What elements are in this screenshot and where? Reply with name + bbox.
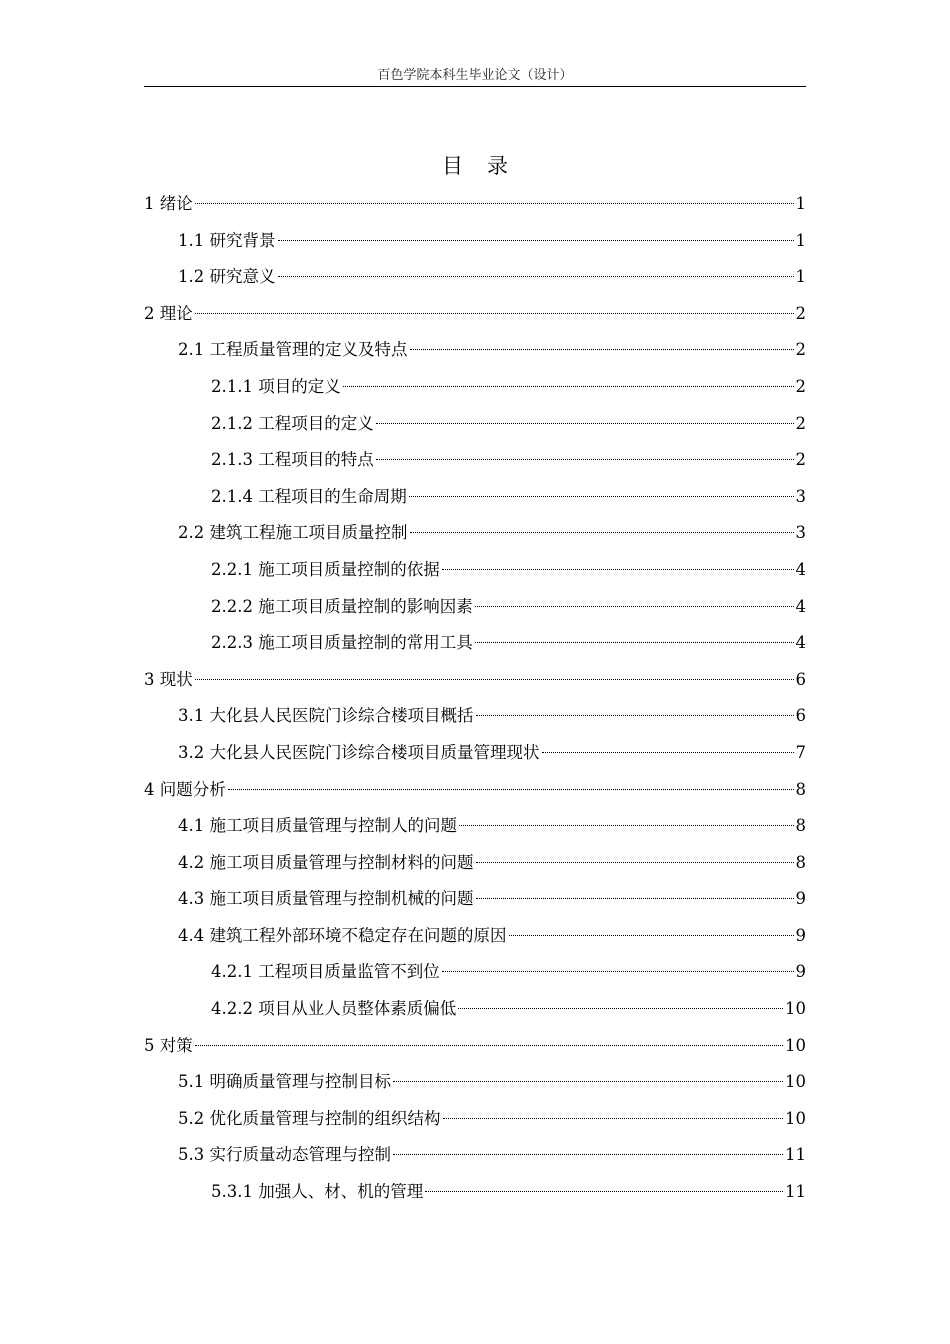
toc-entry-title: 2.1.3 工程项目的特点 (211, 450, 374, 470)
toc-entry-page-number: 7 (795, 742, 806, 762)
toc-entry-page-number: 8 (795, 779, 806, 799)
toc-entry-title: 2.1.2 工程项目的定义 (211, 413, 374, 433)
toc-entry-page-number: 11 (785, 1182, 806, 1202)
toc-entry-page-number: 2 (795, 303, 806, 323)
toc-leader-dots (376, 459, 794, 460)
toc-entry[interactable] (144, 845, 806, 882)
toc-leader-dots (458, 1008, 783, 1009)
toc-entry[interactable] (144, 589, 806, 626)
toc-entry-page-number: 4 (795, 559, 806, 579)
toc-entry-page-number: 8 (795, 816, 806, 836)
toc-entry-title: 4.4 建筑工程外部环境不稳定存在问题的原因 (178, 925, 507, 945)
toc-leader-dots (476, 898, 794, 899)
toc-entry[interactable] (144, 369, 806, 406)
toc-entry-page-number: 11 (785, 1145, 806, 1165)
toc-entry-page-number: 9 (795, 962, 806, 982)
toc-leader-dots (410, 349, 794, 350)
toc-entry[interactable] (144, 406, 806, 443)
page-header (144, 64, 806, 87)
toc-entry[interactable] (144, 296, 806, 333)
toc-leader-dots (195, 679, 794, 680)
toc-leader-dots (476, 862, 794, 863)
toc-leader-dots (228, 789, 794, 790)
toc-entry-title: 1.2 研究意义 (178, 267, 276, 287)
toc-entry[interactable] (144, 881, 806, 918)
toc-entry-title: 5.1 明确质量管理与控制目标 (178, 1072, 391, 1092)
toc-entry-title: 4.2.1 工程项目质量监管不到位 (211, 962, 440, 982)
toc-leader-dots (410, 532, 794, 533)
toc-entry[interactable] (144, 954, 806, 991)
toc-entry-title: 1.1 研究背景 (178, 230, 276, 250)
toc-leader-dots (409, 496, 794, 497)
toc-entry-page-number: 3 (795, 523, 806, 543)
toc-entry[interactable] (144, 808, 806, 845)
toc-entry-title: 4 问题分析 (144, 779, 226, 799)
toc-entry[interactable] (144, 625, 806, 662)
toc-leader-dots (278, 276, 794, 277)
toc-entry-page-number: 1 (795, 267, 806, 287)
toc-entry[interactable] (144, 186, 806, 223)
toc-entry[interactable] (144, 1028, 806, 1065)
toc-entry-page-number: 9 (795, 889, 806, 909)
toc-entry-title: 5 对策 (144, 1035, 193, 1055)
toc-leader-dots (393, 1081, 783, 1082)
toc-entry-page-number: 3 (795, 486, 806, 506)
toc-entry-page-number: 2 (795, 340, 806, 360)
toc-entry-page-number: 2 (795, 450, 806, 470)
toc-entry-title: 5.3.1 加强人、材、机的管理 (211, 1182, 424, 1202)
toc-leader-dots (376, 423, 794, 424)
toc-entry-page-number: 1 (795, 194, 806, 213)
toc-entry-title: 2.1.1 项目的定义 (211, 376, 341, 396)
toc-leader-dots (195, 203, 794, 204)
toc-leader-dots (443, 1118, 784, 1119)
toc-entry-title: 1 绪论 (144, 194, 193, 213)
toc-leader-dots (459, 825, 794, 826)
toc-leader-dots (442, 971, 794, 972)
toc-entry[interactable] (144, 1101, 806, 1138)
toc-leader-dots (195, 313, 794, 314)
toc-leader-dots (542, 752, 794, 753)
table-of-contents (144, 186, 806, 1211)
toc-entry-title: 2.2 建筑工程施工项目质量控制 (178, 523, 408, 543)
toc-title: 目录 (442, 154, 532, 178)
toc-entry[interactable] (144, 1137, 806, 1174)
toc-entry[interactable] (144, 918, 806, 955)
toc-entry-title: 3.1 大化县人民医院门诊综合楼项目概括 (178, 706, 474, 726)
toc-entry-title: 5.3 实行质量动态管理与控制 (178, 1145, 391, 1165)
toc-entry[interactable] (144, 552, 806, 589)
toc-entry-title: 3.2 大化县人民医院门诊综合楼项目质量管理现状 (178, 742, 540, 762)
toc-entry[interactable] (144, 1064, 806, 1101)
toc-leader-dots (475, 606, 794, 607)
toc-entry-page-number: 2 (795, 376, 806, 396)
toc-entry[interactable] (144, 662, 806, 699)
toc-entry[interactable] (144, 515, 806, 552)
toc-leader-dots (442, 569, 794, 570)
toc-entry-page-number: 4 (795, 596, 806, 616)
toc-entry-page-number: 10 (785, 1072, 806, 1092)
toc-entry[interactable] (144, 735, 806, 772)
toc-entry-title: 4.2.2 项目从业人员整体素质偏低 (211, 999, 457, 1019)
toc-leader-dots (476, 715, 794, 716)
toc-entry[interactable] (144, 442, 806, 479)
toc-entry-title: 4.3 施工项目质量管理与控制机械的问题 (178, 889, 474, 909)
toc-entry[interactable] (144, 772, 806, 809)
toc-entry[interactable] (144, 991, 806, 1028)
toc-entry-title: 2.2.1 施工项目质量控制的依据 (211, 559, 440, 579)
toc-entry[interactable] (144, 1174, 806, 1211)
toc-leader-dots (278, 240, 794, 241)
toc-entry-title: 2 理论 (144, 303, 193, 323)
toc-entry-title: 2.2.3 施工项目质量控制的常用工具 (211, 633, 473, 653)
toc-entry-page-number: 1 (795, 230, 806, 250)
toc-entry-page-number: 6 (795, 706, 806, 726)
toc-entry-page-number: 10 (785, 999, 806, 1019)
toc-entry-page-number: 6 (795, 669, 806, 689)
toc-leader-dots (393, 1154, 783, 1155)
running-title: 百色学院本科生毕业论文（设计） (377, 68, 573, 83)
toc-leader-dots (425, 1191, 783, 1192)
toc-entry-title: 4.1 施工项目质量管理与控制人的问题 (178, 816, 457, 836)
toc-leader-dots (509, 935, 794, 936)
toc-entry-title: 2.2.2 施工项目质量控制的影响因素 (211, 596, 473, 616)
toc-entry[interactable] (144, 332, 806, 369)
toc-entry[interactable] (144, 698, 806, 735)
toc-entry-title: 5.2 优化质量管理与控制的组织结构 (178, 1108, 441, 1128)
toc-entry-page-number: 10 (785, 1035, 806, 1055)
toc-leader-dots (343, 386, 794, 387)
toc-entry-page-number: 2 (795, 413, 806, 433)
toc-entry-page-number: 9 (795, 925, 806, 945)
toc-leader-dots (475, 642, 794, 643)
toc-entry-title: 2.1 工程质量管理的定义及特点 (178, 340, 408, 360)
toc-entry-title: 3 现状 (144, 669, 193, 689)
toc-entry[interactable] (144, 479, 806, 516)
toc-entry-title: 4.2 施工项目质量管理与控制材料的问题 (178, 852, 474, 872)
toc-entry[interactable] (144, 223, 806, 260)
toc-entry-page-number: 10 (785, 1108, 806, 1128)
toc-entry-page-number: 4 (795, 633, 806, 653)
toc-entry-page-number: 8 (795, 852, 806, 872)
toc-entry[interactable] (144, 259, 806, 296)
toc-leader-dots (195, 1045, 783, 1046)
toc-entry-title: 2.1.4 工程项目的生命周期 (211, 486, 407, 506)
